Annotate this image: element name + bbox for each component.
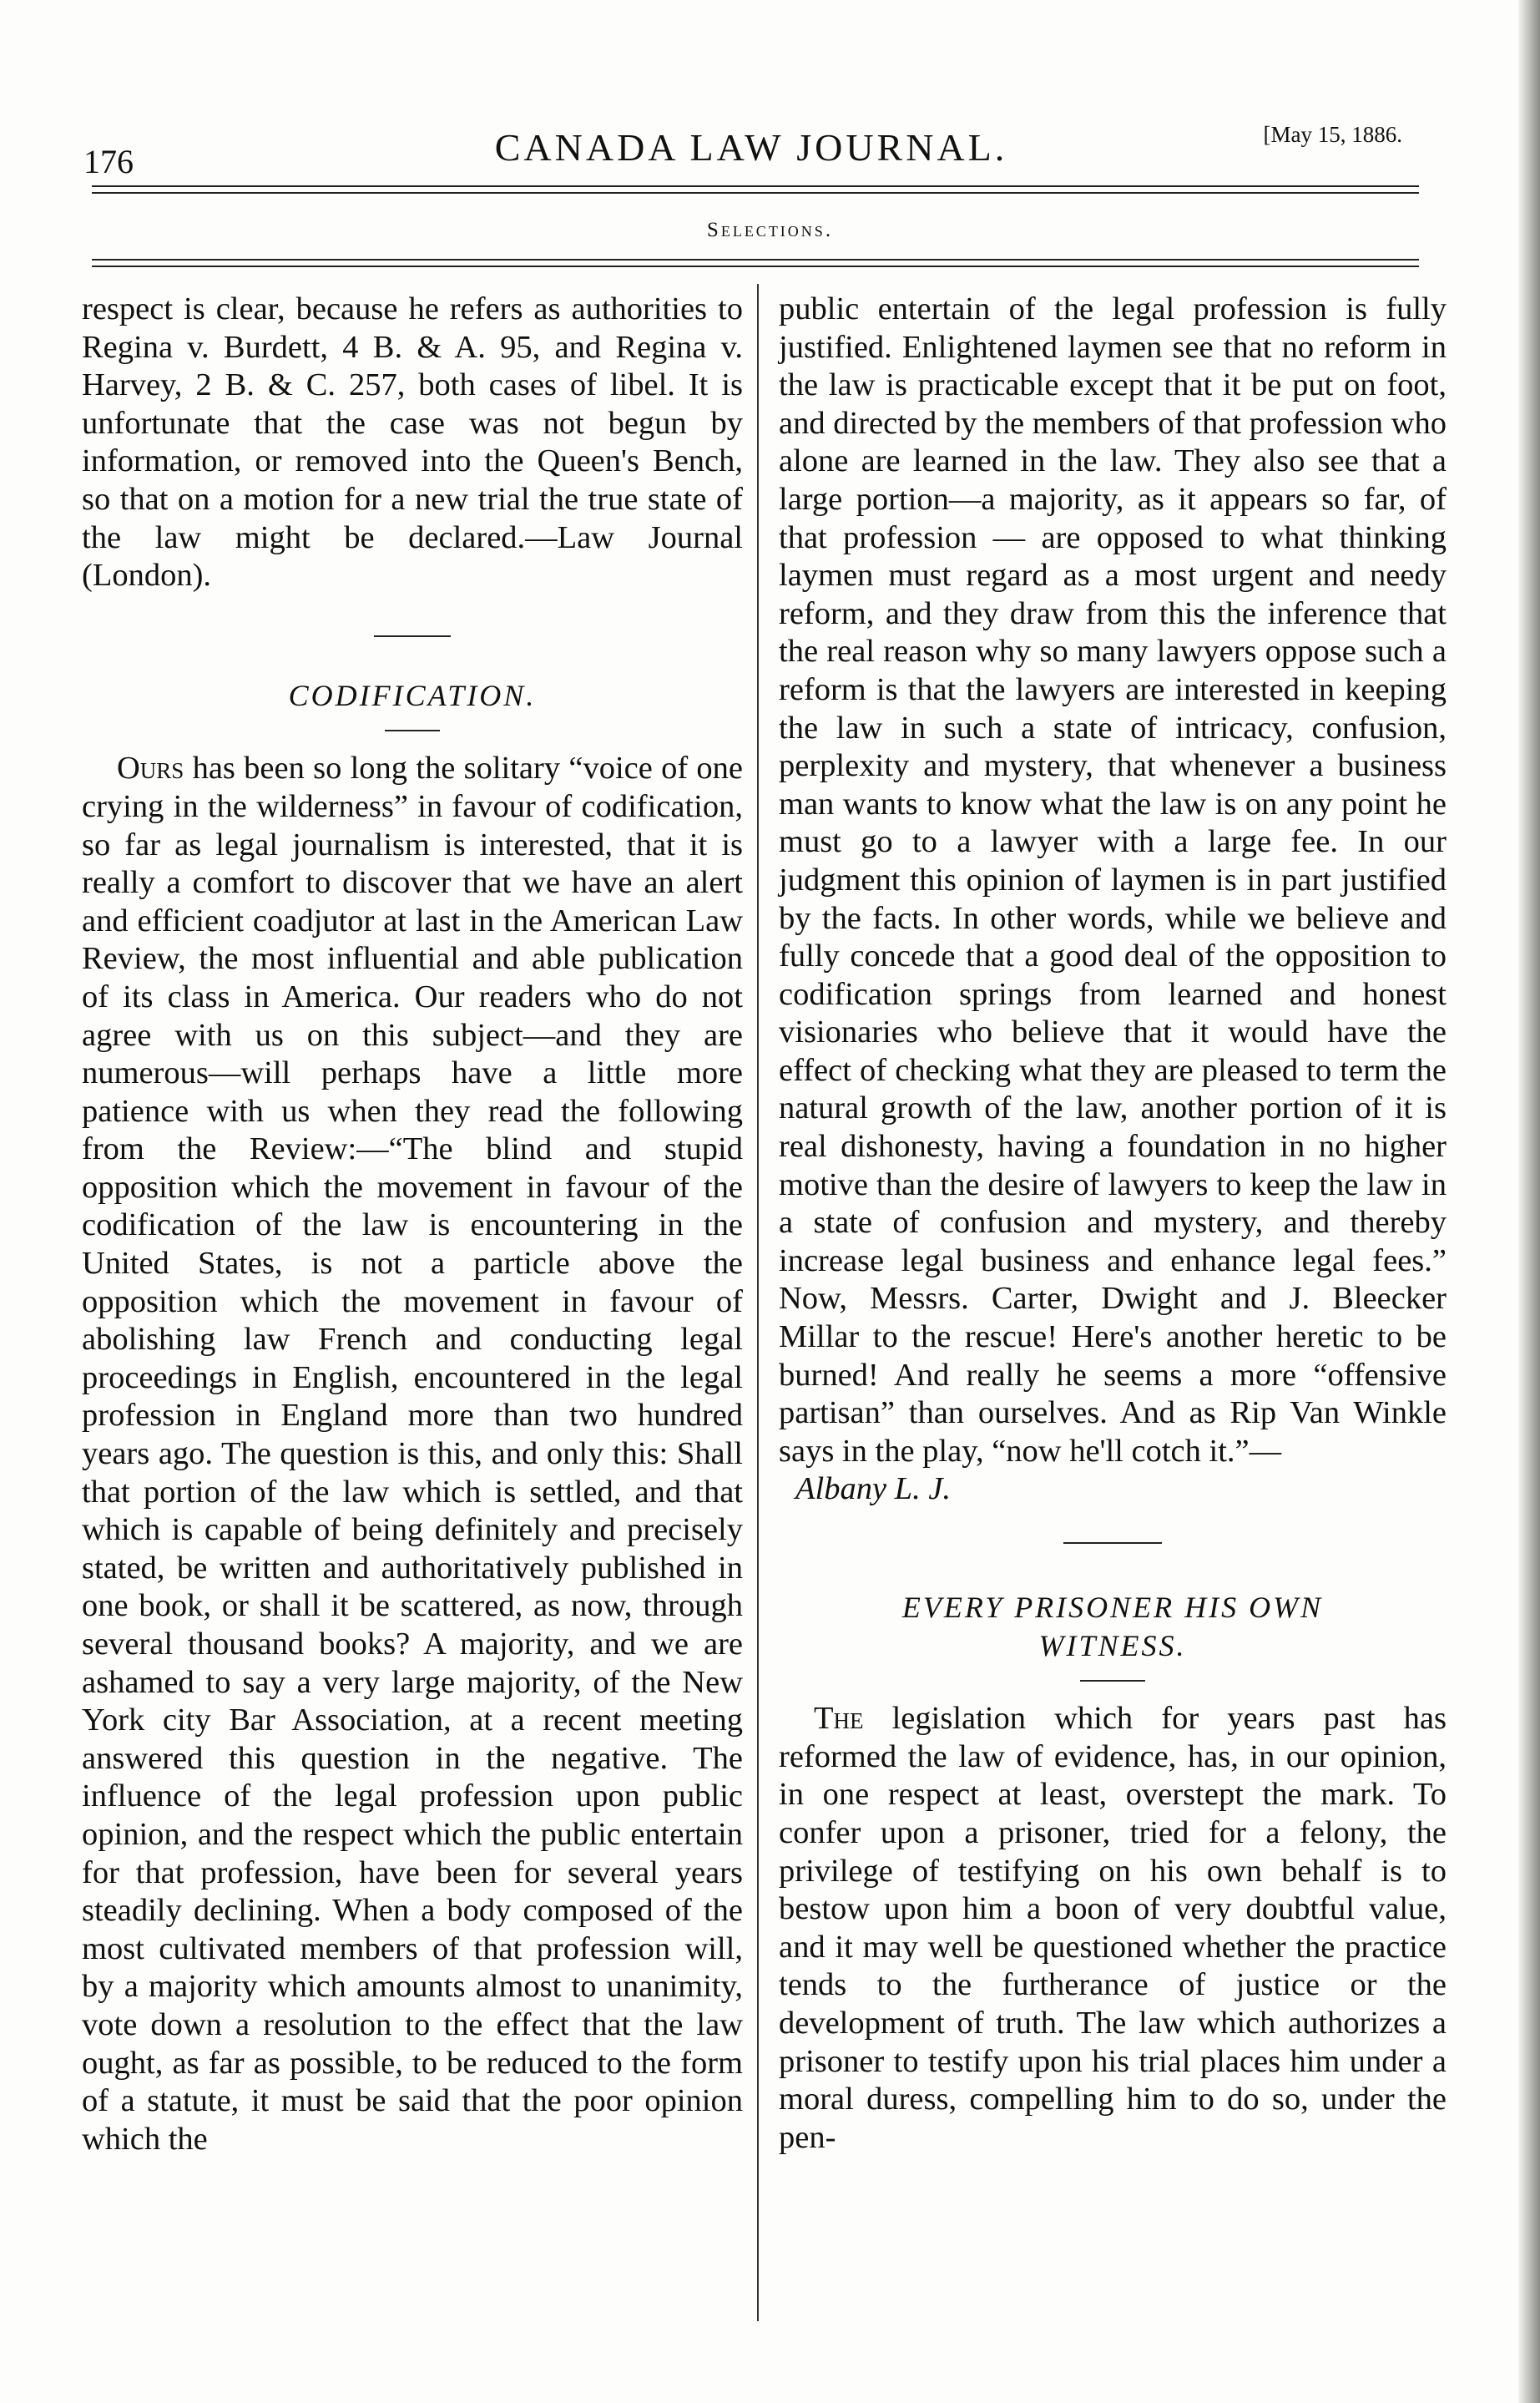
article-lead-word: The — [814, 1701, 864, 1737]
page-number: 176 — [83, 143, 134, 180]
article-body-text: legislation which for years past has reformed the law of evidence, has, in our opinion, in one respect at least, overstept the mark. To confer upon a prisoner, tried for a felony, the privilege of testifying on his own behalf is to bestow upon him a boon of very doubtful value, and it may well be questioned whether the practice tends to the furtherance of justice or the development of truth. The law which authorizes a prisoner to testify upon his trial places him under a moral duress, compelling him to do so, under the pen- — [779, 1701, 1447, 2155]
article-heading — [779, 1589, 1447, 1665]
article-paragraph — [779, 1700, 1447, 2157]
right-column — [779, 291, 1447, 2157]
continued-paragraph: public entertain of the legal profession is fully justified. Enlightened laymen see that no reform in the law is practicable except that it be put on foot, and directed by the members of that profession who alone are learned in the law. They also see that a large portion—a majority, as it appears so far, of that profession — are opposed to what thinking laymen must regard as a most urgent and needy reform, and they draw from this the inference that the real reason why so many lawyers oppose such a reform is that the lawyers are interested in keeping the law in such a state of intricacy, confusion, perplexity and mystery, that whenever a business man wants to know what the law is on any point he must go to a lawyer with a large fee. In our judgment this opinion of laymen is in part justified by the facts. In other words, while we believe and fully concede that a good deal of the opposition to codification springs from learned and honest visionaries who believe that it would have the effect of checking what they are pleased to term the natural growth of the law, another portion of it is real dishonesty, having a foundation in no higher motive than the desire of lawyers to keep the law in a state of confusion and mystery, and thereby increase legal business and enhance legal fees.” Now, Messrs. Carter, Dwight and J. Bleecker Millar to the rescue! Here's another heretic to be burned! And really he seems a more “offensive partisan” than ourselves. And as Rip Van Winkle says in the play, “now he'll cotch it.”— — [779, 291, 1447, 1469]
section-label: Selections. — [706, 219, 834, 241]
article-separator — [374, 635, 451, 637]
article-paragraph — [82, 750, 743, 2158]
article-lead-word: Ours — [117, 751, 184, 787]
article-heading-line-2: WITNESS. — [1038, 1628, 1187, 1662]
page-header — [83, 117, 1419, 184]
section-rule-lower — [92, 266, 1419, 267]
header-double-rule — [92, 185, 1419, 194]
source-signature: Albany L. J. — [795, 1471, 952, 1507]
article-heading-line-1: EVERY PRISONER HIS OWN — [901, 1591, 1324, 1624]
heading-rule — [385, 730, 440, 731]
article-heading: CODIFICATION. — [288, 678, 537, 712]
page-edge-shadow — [1518, 0, 1540, 2403]
journal-title: CANADA LAW JOURNAL. — [494, 126, 1008, 169]
heading-rule — [1080, 1680, 1145, 1682]
continued-paragraph: respect is clear, because he refers as authorities to Regina v. Burdett, 4 B. & A. 95, and Regina v. Harvey, 2 B. & C. 257, both cases of libel. It is unfortunate that the case was not begun by information, or removed into the Queen's Bench, so that on a motion for a new trial the true state of the law might be declared.—Law Journal (London). — [82, 291, 743, 594]
left-column — [82, 291, 743, 2158]
article-body-text: has been so long the solitary “voice of one crying in the wilderness” in favour of codification, so far as legal journalism is interested, that it is really a comfort to discover that we have an alert and efficient coadjutor at last in the American Law Review, the most influential and able publication of its class in America. Our readers who do not agree with us on this subject—and they are numerous—will perhaps have a little more patience with us when they read the following from the Review:—“The blind and stupid opposition which the movement in favour of the codification of the law is encountering in the United States, is not a particle above the opposition which the movement in favour of abolishing law French and conducting legal proceedings in English, encountered in the legal profession in England more than two hundred years ago. The question is this, and only this: Shall that portion of the law which is settled, and that which is capable of being definitely and precisely stated, be written and authoritatively published in one book, or shall it be scattered, as now, through several thousand books? A majority, and we are ashamed to say a very large majority, of the New York city Bar Association, at a recent meeting answered this question in the negative. The influence of the legal profession upon public opinion, and the respect which the public entertain for that profession, have been for several years steadily declining. When a body composed of the most cultivated members of that profession will, by a majority which amounts almost to unanimity, vote down a resolution to the effect that the law ought, as far as possible, to be reduced to the form of a statute, it must be said that the poor opinion which the — [82, 751, 743, 2157]
issue-date: [May 15, 1886. — [1263, 122, 1402, 147]
section-rule — [92, 259, 1419, 261]
article-separator — [1063, 1542, 1162, 1544]
column-divider — [757, 284, 759, 2321]
